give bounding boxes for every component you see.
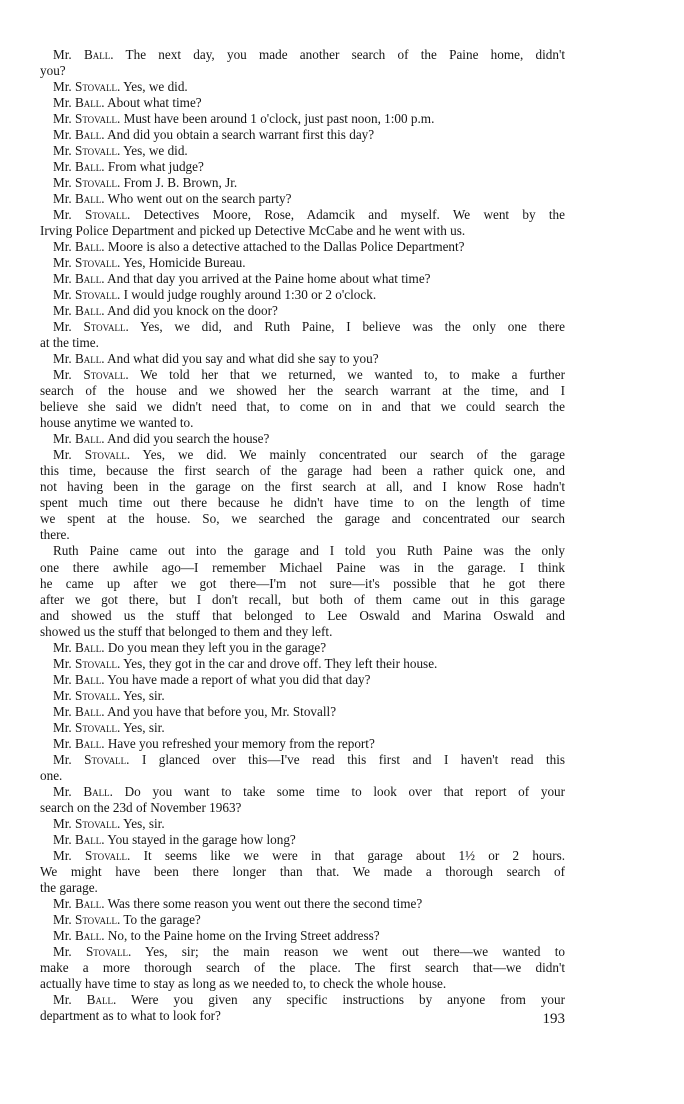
speaker-title: Mr.: [53, 815, 72, 831]
text-line: Mr. Ball. Were you given any specific instructions by anyone from your: [53, 991, 566, 1007]
text-line: Mr. Ball. The next day, you made another search of the Paine home, didn't: [53, 47, 565, 62]
line-text: Ruth Paine came out into the garage and I told you Ruth Paine was the only: [53, 543, 565, 559]
line-text: And did you obtain a search warrant first this day?: [107, 127, 375, 143]
testimony-stovall: [40, 816, 565, 832]
text-line: [40, 415, 565, 431]
line-text: the garage.: [40, 879, 98, 895]
testimony-ball: [40, 303, 565, 319]
speaker-name: Ball: [83, 47, 111, 62]
text-line: Mr. Ball. Have you refreshed your memory from the report?: [53, 735, 375, 751]
speaker-title: Mr.: [53, 207, 72, 223]
text-line: Mr. Ball. And you have that before you, Mr. Stovall?: [53, 703, 337, 719]
line-text: It seems like we were in that garage about 1½ or 2 hours.: [143, 847, 566, 863]
speaker-name: Ball: [74, 95, 102, 111]
line-text: From what judge?: [107, 159, 204, 175]
speaker-name: Stovall: [84, 447, 127, 463]
text-line: Mr. Ball. Do you want to take some time to look over that report of your: [53, 783, 566, 799]
testimony-ball: [40, 832, 565, 848]
speaker-title: Mr.: [53, 47, 72, 62]
line-text: Do you want to take some time to look over that report of your: [124, 783, 566, 799]
line-text: Yes, sir.: [123, 719, 165, 735]
line-text: we spent at the house. So, we searched the garage and concentrated our search: [40, 511, 565, 527]
testimony-stovall: [40, 720, 565, 736]
text-line: Mr. Ball. And did you knock on the door?: [53, 303, 278, 319]
speaker-name: Ball: [74, 127, 102, 143]
speaker-name: Ball: [74, 431, 102, 447]
testimony-ball: [40, 239, 565, 255]
line-text: About what time?: [107, 95, 202, 111]
speaker-title: Mr.: [53, 895, 72, 911]
speaker-title: Mr.: [53, 943, 72, 959]
text-line: Mr. Stovall. Yes, we did.: [53, 143, 188, 159]
speaker-title: Mr.: [53, 927, 72, 943]
text-line: Mr. Stovall. It seems like we were in that garage about 1½ or 2 hours.: [53, 847, 566, 863]
text-line: Mr. Stovall. Yes, we did, and Ruth Paine, I believe was the only one there: [53, 319, 566, 335]
line-text: there.: [40, 527, 70, 543]
speaker-name: Stovall: [85, 207, 128, 223]
line-text: Yes, Homicide Bureau.: [123, 255, 246, 271]
line-text: I glanced over this—I've read this first and I haven't read this: [141, 751, 566, 767]
text-line: [40, 223, 565, 239]
testimony-ball: [40, 47, 565, 79]
speaker-title: Mr.: [53, 271, 72, 287]
speaker-name: Ball: [74, 671, 102, 687]
line-text: Yes, we did.: [123, 143, 188, 159]
speaker-title: Mr.: [53, 367, 72, 383]
text-line: [40, 543, 565, 559]
text-line: Mr. Ball. You stayed in the garage how long?: [53, 831, 296, 847]
speaker-name: Stovall: [74, 79, 117, 95]
testimony-stovall: [40, 175, 565, 191]
text-line: [40, 1008, 565, 1024]
speaker-title: Mr.: [53, 303, 72, 319]
text-line: Mr. Ball. About what time?: [53, 95, 202, 111]
line-text: Irving Police Department and picked up Detective McCabe and he went with us.: [40, 223, 466, 239]
line-text: And did you search the house?: [107, 431, 270, 447]
line-text: spent much time out there because he didn't have time to on the length of time: [40, 495, 565, 511]
speaker-name: Stovall: [83, 319, 126, 335]
text-line: Mr. Ball. Do you mean they left you in the garage?: [53, 639, 327, 655]
speaker-name: Ball: [86, 991, 113, 1007]
text-line: [40, 800, 565, 816]
speaker-name: Ball: [74, 895, 102, 911]
testimony-stovall: [40, 656, 565, 672]
text-line: Mr. Ball. Who went out on the search party?: [53, 191, 292, 207]
line-text: Have you refreshed your memory from the report?: [107, 735, 375, 751]
line-text: Yes, we did.: [123, 79, 188, 95]
speaker-name: Stovall: [84, 751, 127, 767]
text-line: [40, 592, 565, 608]
line-text: house anytime we wanted to.: [40, 415, 194, 431]
speaker-title: Mr.: [53, 719, 72, 735]
line-text: From J. B. Brown, Jr.: [123, 175, 238, 191]
testimony-stovall: [40, 944, 565, 992]
text-line: [40, 479, 565, 495]
line-text: Yes, we did, and Ruth Paine, I believe was the only one there: [140, 319, 566, 335]
text-line: [40, 399, 565, 415]
line-text: one there awhile ago—I remember Michael Paine was in the garage. I think: [40, 559, 565, 575]
testimony-ball: [40, 672, 565, 688]
line-text: And you have that before you, Mr. Stovall?: [107, 703, 337, 719]
line-text: Detectives Moore, Rose, Adamcik and myself. We went by the: [143, 207, 565, 223]
speaker-name: Stovall: [74, 287, 117, 303]
testimony-stovall: [40, 207, 565, 239]
speaker-name: Stovall: [83, 367, 126, 383]
testimony-ball: [40, 95, 565, 111]
line-text: at the time.: [40, 335, 99, 351]
line-text: You have made a report of what you did that day?: [107, 671, 371, 687]
speaker-title: Mr.: [53, 639, 72, 655]
speaker-name: Stovall: [74, 815, 117, 831]
line-text: You stayed in the garage how long?: [107, 831, 296, 847]
line-text: this time, because the first search of the garage had been a rather quick one, and: [40, 463, 565, 479]
speaker-title: Mr.: [53, 991, 72, 1007]
line-text: one.: [40, 767, 63, 783]
speaker-name: Ball: [74, 303, 102, 319]
line-text: search on the 23d of November 1963?: [40, 799, 242, 815]
speaker-title: Mr.: [53, 239, 72, 255]
speaker-name: Ball: [74, 735, 102, 751]
testimony-ball: [40, 704, 565, 720]
text-line: Mr. Stovall. Yes, we did. We mainly concentrated our search of the garage: [53, 447, 565, 463]
testimony-stovall: [40, 912, 565, 928]
line-text: Yes, sir; the main reason we went out there—we wanted to: [145, 943, 566, 959]
speaker-title: Mr.: [53, 127, 72, 143]
speaker-name: Ball: [83, 783, 110, 799]
text-line: Mr. Ball. Was there some reason you went out there the second time?: [53, 895, 423, 911]
testimony-stovall: [40, 367, 565, 431]
line-text: No, to the Paine home on the Irving Street address?: [107, 927, 380, 943]
speaker-title: Mr.: [53, 143, 72, 159]
page-number: 193: [542, 1011, 565, 1027]
testimony-ball: [40, 431, 565, 447]
speaker-title: Mr.: [53, 287, 72, 303]
testimony-ball: [40, 271, 565, 287]
testimony-ball: [40, 896, 565, 912]
text-line: [40, 463, 565, 479]
speaker-title: Mr.: [53, 783, 72, 799]
line-text: We told her that we returned, we wanted to, to make a further: [140, 367, 566, 383]
text-line: Mr. Ball. And did you search the house?: [53, 431, 270, 447]
speaker-title: Mr.: [53, 111, 72, 127]
line-text: he came up after we got there—I'm not sure—it's possible that he got there: [40, 575, 565, 591]
testimony-stovall: [40, 111, 565, 127]
line-text: search of the house and we showed her the search warrant at the time, and I: [40, 383, 565, 399]
speaker-name: Ball: [74, 703, 102, 719]
speaker-title: Mr.: [53, 447, 72, 463]
text-line: Mr. Stovall. I glanced over this—I've read this first and I haven't read this: [53, 751, 566, 767]
speaker-title: Mr.: [53, 159, 72, 175]
speaker-name: Stovall: [74, 655, 117, 671]
speaker-name: Ball: [74, 271, 102, 287]
testimony-stovall: [40, 319, 565, 351]
speaker-name: Ball: [74, 191, 102, 207]
text-line: Mr. Ball. And that day you arrived at the Paine home about what time?: [53, 271, 431, 287]
line-text: Moore is also a detective attached to the Dallas Police Department?: [107, 239, 465, 255]
text-line: Mr. Stovall. Detectives Moore, Rose, Adamcik and myself. We went by the: [53, 207, 565, 223]
testimony-stovall: [40, 688, 565, 704]
testimony-ball: [40, 640, 565, 656]
testimony-stovall: [40, 79, 565, 95]
text-line: Mr. Stovall. Yes, Homicide Bureau.: [53, 255, 246, 271]
speaker-name: Stovall: [74, 175, 117, 191]
text-line: Mr. Stovall. Yes, sir.: [53, 815, 165, 831]
speaker-title: Mr.: [53, 655, 72, 671]
speaker-name: Stovall: [74, 111, 117, 127]
speaker-name: Stovall: [84, 847, 127, 863]
speaker-title: Mr.: [53, 687, 72, 703]
line-text: Were you given any specific instructions by anyone from your: [131, 991, 566, 1007]
text-line: [40, 495, 565, 511]
text-line: Mr. Stovall. Yes, we did.: [53, 79, 188, 95]
line-text: We might have been there longer than that. We made a thorough search of: [40, 863, 565, 879]
speaker-title: Mr.: [53, 175, 72, 191]
line-text: And what did you say and what did she say to you?: [107, 351, 379, 367]
line-text: make a more thorough search of the place. The first search that—we didn't: [40, 959, 565, 975]
text-line: Mr. Stovall. Yes, sir.: [53, 719, 165, 735]
text-line: Mr. Ball. From what judge?: [53, 159, 204, 175]
line-text: actually have time to stay as long as we needed to, to check the whole house.: [40, 975, 447, 991]
text-line: Mr. Stovall. Yes, sir.: [53, 687, 165, 703]
testimony-ball: [40, 127, 565, 143]
text-line: Mr. Ball. Moore is also a detective attached to the Dallas Police Department?: [53, 239, 465, 255]
speaker-title: Mr.: [53, 703, 72, 719]
speaker-title: Mr.: [53, 319, 72, 335]
speaker-name: Ball: [74, 927, 102, 943]
line-text: Yes, we did. We mainly concentrated our search of the garage: [142, 447, 565, 463]
text-line: Mr. Stovall. Must have been around 1 o'clock, just past noon, 1:00 p.m.: [53, 111, 435, 127]
speaker-name: Stovall: [74, 719, 117, 735]
transcript-body: [40, 47, 565, 1024]
speaker-name: Stovall: [74, 255, 117, 271]
text-line: Mr. Ball. And did you obtain a search warrant first this day?: [53, 127, 375, 143]
speaker-title: Mr.: [53, 351, 72, 367]
testimony-stovall: [40, 287, 565, 303]
line-text: Yes, sir.: [123, 815, 165, 831]
text-line: [40, 383, 565, 399]
testimony-ball: [40, 928, 565, 944]
line-text: And that day you arrived at the Paine home about what time?: [107, 271, 431, 287]
text-line: [40, 511, 565, 527]
speaker-title: Mr.: [53, 735, 72, 751]
speaker-name: Stovall: [74, 911, 117, 927]
testimony-ball: [40, 351, 565, 367]
testimony-stovall: [40, 752, 565, 784]
testimony-ball: [40, 736, 565, 752]
line-text: Was there some reason you went out there the second time?: [107, 895, 423, 911]
text-line: [40, 608, 565, 624]
text-line: [40, 960, 565, 976]
text-line: Mr. Stovall. Yes, they got in the car and drove off. They left their house.: [53, 655, 438, 671]
testimony-stovall: [40, 143, 565, 159]
line-text: and showed us the stuff that belonged to Lee Oswald and Marina Oswald and: [40, 607, 565, 623]
line-text: Do you mean they left you in the garage?: [107, 639, 327, 655]
text-line: [40, 976, 565, 992]
text-line: [40, 63, 565, 79]
text-line: Mr. Stovall. From J. B. Brown, Jr.: [53, 175, 238, 191]
line-text: after we got there, but I don't recall, but both of them came out in this garage: [40, 591, 565, 607]
speaker-title: Mr.: [53, 95, 72, 111]
speaker-title: Mr.: [53, 79, 72, 95]
line-text: And did you knock on the door?: [107, 303, 278, 319]
text-line: [40, 560, 565, 576]
line-text: showed us the stuff that belonged to them and they left.: [40, 623, 333, 639]
text-line: Mr. Stovall. Yes, sir; the main reason we went out there—we wanted to: [53, 943, 566, 959]
text-line: [40, 624, 565, 640]
text-line: [40, 864, 565, 880]
speaker-name: Ball: [74, 239, 102, 255]
speaker-title: Mr.: [53, 847, 72, 863]
line-text: believe she said we didn't need that, to come on in and that we could search the: [40, 399, 565, 415]
testimony-stovall: [40, 848, 565, 896]
speaker-title: Mr.: [53, 831, 72, 847]
speaker-name: Ball: [74, 831, 102, 847]
line-text: Must have been around 1 o'clock, just past noon, 1:00 p.m.: [123, 111, 435, 127]
speaker-name: Ball: [74, 351, 102, 367]
text-line: Mr. Stovall. We told her that we returned, we wanted to, to make a further: [53, 367, 566, 383]
line-text: not having been in the garage on the first search at all, and I know Rose hadn't: [40, 479, 565, 495]
testimony-ball: [40, 992, 565, 1024]
text-line: [40, 527, 565, 543]
speaker-name: Stovall: [85, 943, 128, 959]
line-text: To the garage?: [123, 911, 201, 927]
speaker-title: Mr.: [53, 255, 72, 271]
speaker-title: Mr.: [53, 911, 72, 927]
speaker-name: Stovall: [74, 687, 117, 703]
testimony-ball: [40, 191, 565, 207]
text-line: Mr. Ball. No, to the Paine home on the Irving Street address?: [53, 927, 380, 943]
text-line: Mr. Stovall. I would judge roughly around 1:30 or 2 o'clock.: [53, 287, 377, 303]
line-text: Who went out on the search party?: [107, 191, 292, 207]
testimony-stovall: [40, 447, 565, 543]
line-text: department as to what to look for?: [40, 1007, 221, 1023]
testimony-continuation: [40, 543, 565, 639]
text-line: [40, 880, 565, 896]
testimony-ball: [40, 784, 565, 816]
text-line: [40, 768, 565, 784]
speaker-title: Mr.: [53, 751, 72, 767]
text-line: Mr. Stovall. To the garage?: [53, 911, 201, 927]
text-line: [40, 335, 565, 351]
line-text: I would judge roughly around 1:30 or 2 o'clock.: [123, 287, 377, 303]
speaker-title: Mr.: [53, 671, 72, 687]
speaker-name: Ball: [74, 159, 102, 175]
line-text: The next day, you made another search of the Paine home, didn't: [125, 47, 565, 62]
text-line: Mr. Ball. You have made a report of what you did that day?: [53, 671, 371, 687]
speaker-title: Mr.: [53, 431, 72, 447]
line-text: Yes, they got in the car and drove off. They left their house.: [123, 655, 438, 671]
speaker-name: Ball: [74, 639, 102, 655]
testimony-stovall: [40, 255, 565, 271]
speaker-title: Mr.: [53, 191, 72, 207]
speaker-name: Stovall: [74, 143, 117, 159]
testimony-ball: [40, 159, 565, 175]
text-line: [40, 576, 565, 592]
line-text: you?: [40, 63, 66, 79]
text-line: Mr. Ball. And what did you say and what did she say to you?: [53, 351, 379, 367]
line-text: Yes, sir.: [123, 687, 165, 703]
